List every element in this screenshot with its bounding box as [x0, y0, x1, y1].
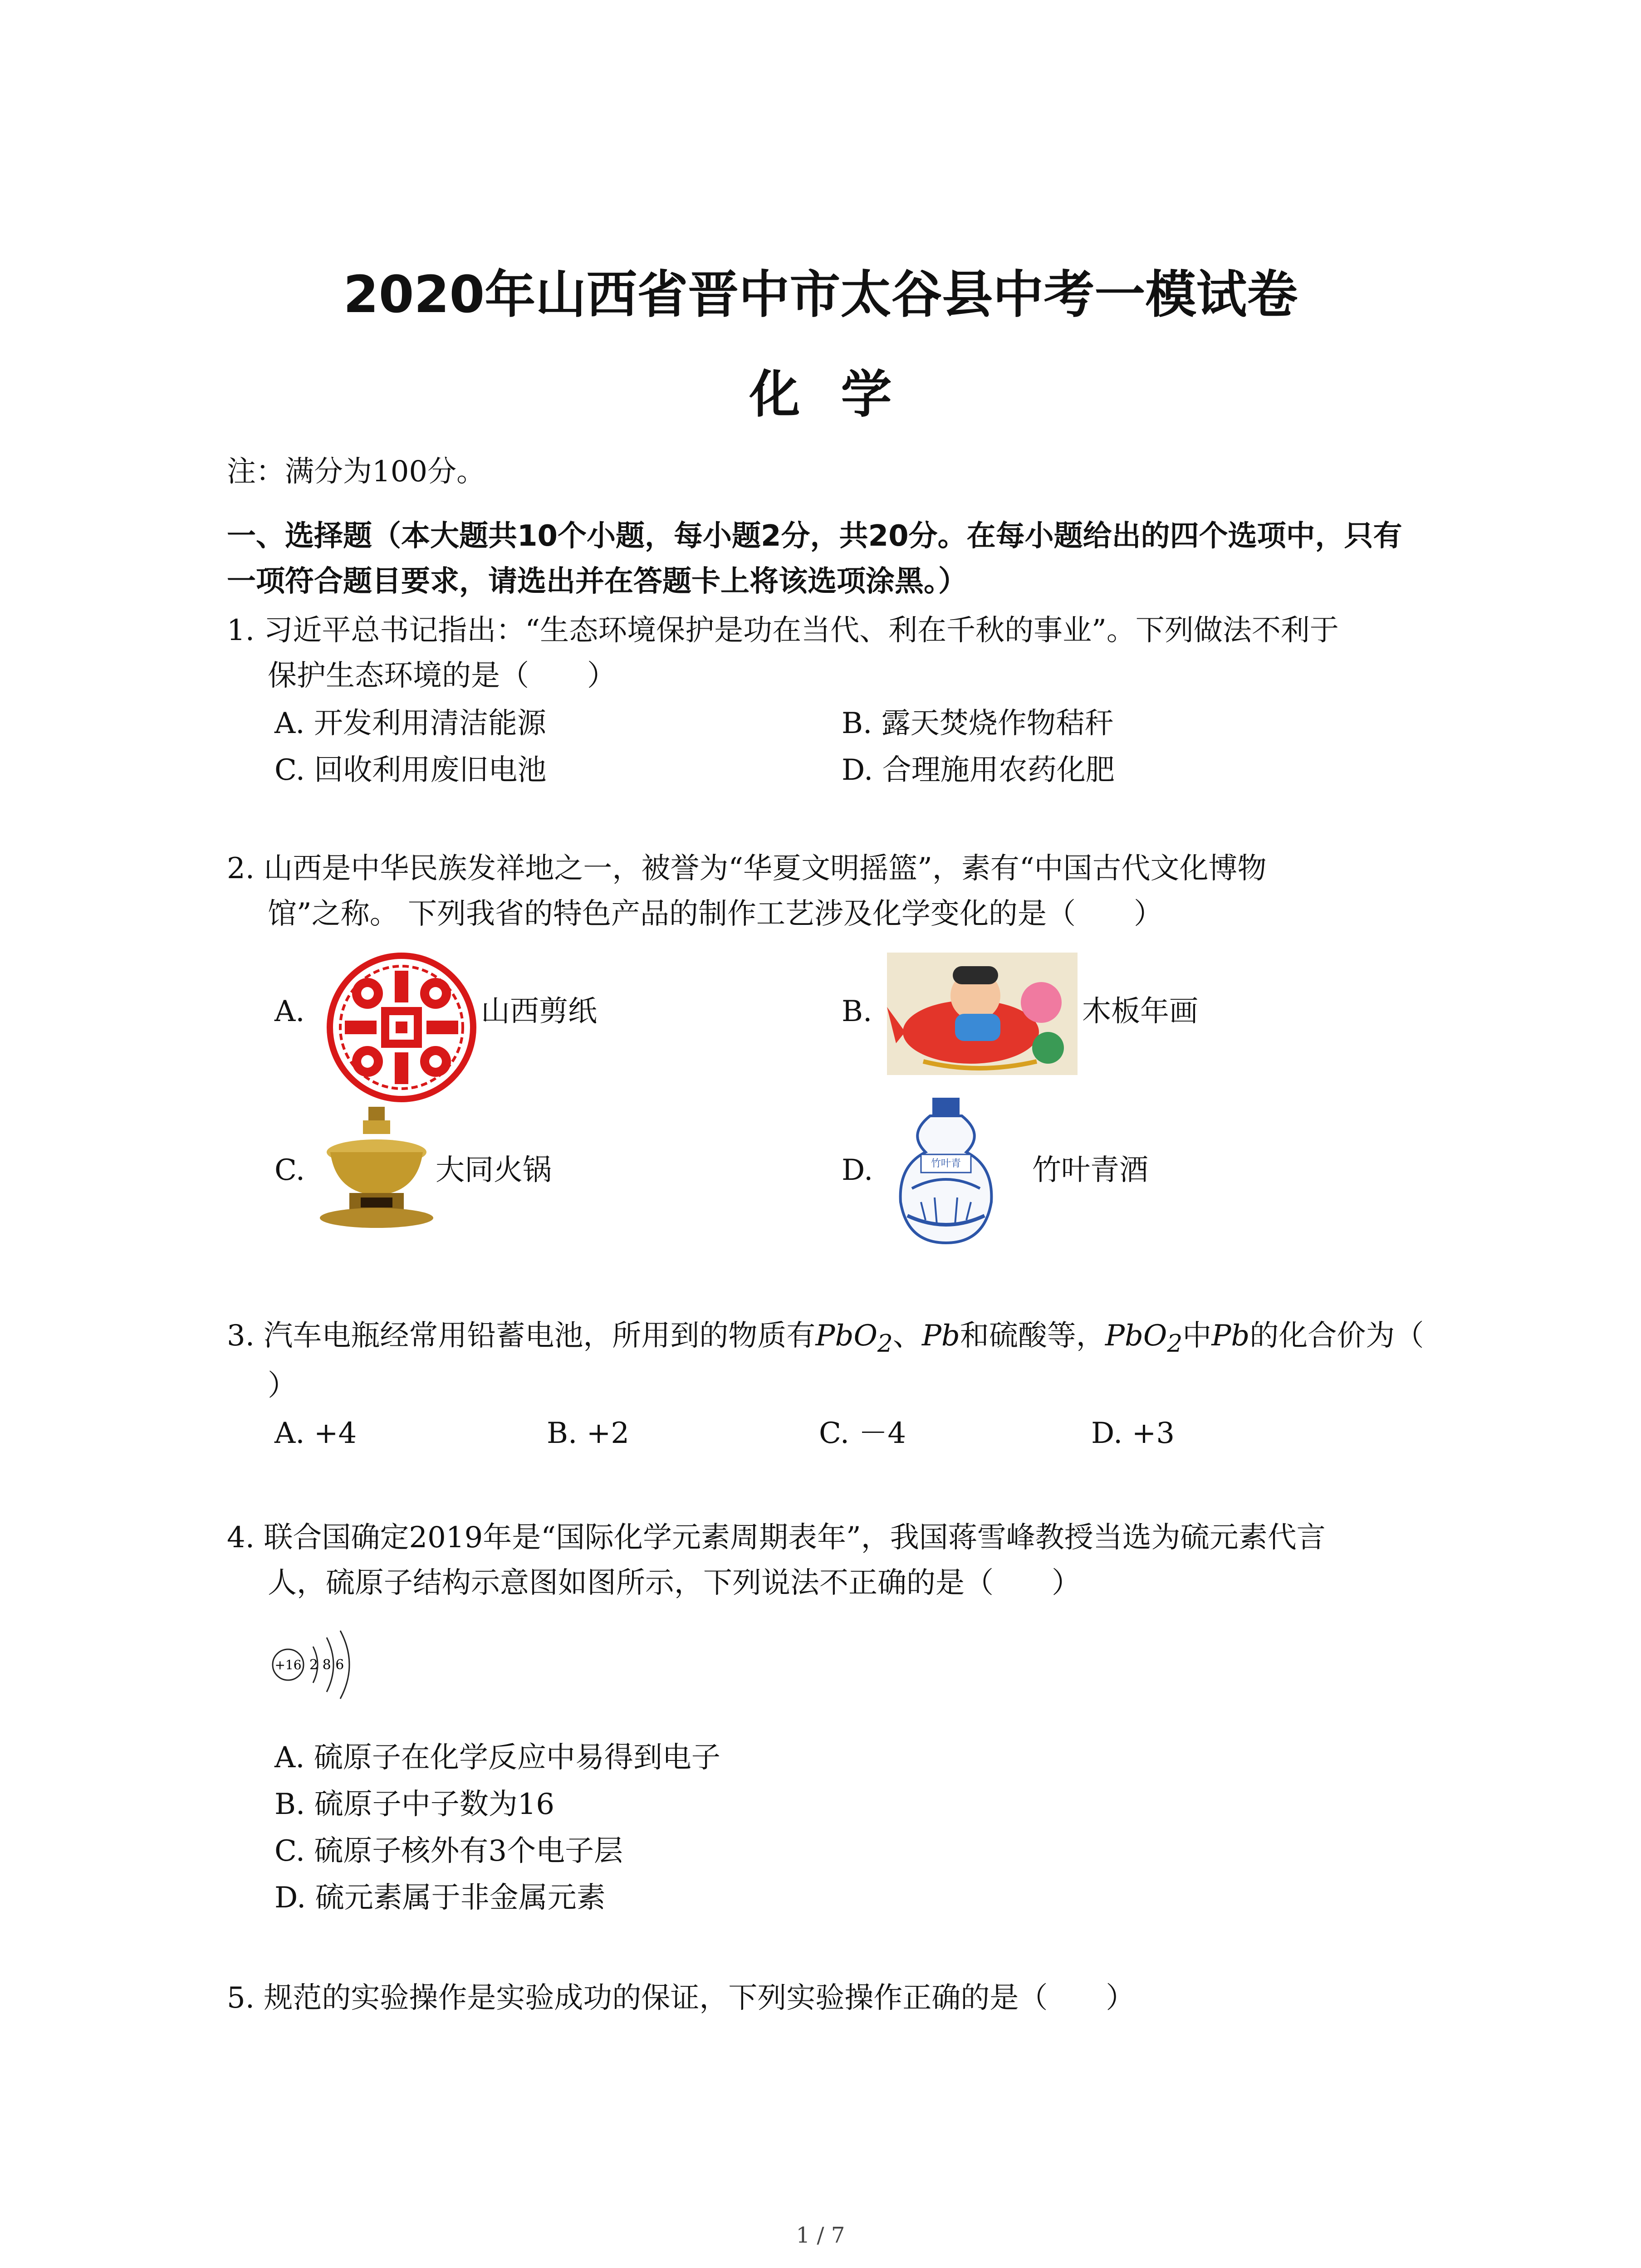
formula-pb-b: Pb	[1211, 1319, 1250, 1353]
q3-stem-line2: ）	[268, 1369, 297, 1403]
q1-option-d[interactable]: D. 合理施用农药化肥	[842, 753, 1115, 787]
subject-title: 化学	[749, 365, 933, 424]
q2-option-a-letter[interactable]: A.	[274, 995, 305, 1028]
q3-option-c[interactable]: C. －4	[819, 1417, 906, 1450]
q2-option-d-label: 竹叶青酒	[1032, 1154, 1148, 1187]
hot-pot-image	[318, 1102, 436, 1234]
q1-option-b[interactable]: B. 露天焚烧作物秸秆	[842, 707, 1114, 740]
q3-stem-line1: 3. 汽车电瓶经常用铅蓄电池，所用到的物质有PbO$_2$、Pb和硫酸等，PbO$_2$中Pb的化合价为（	[227, 1319, 1424, 1358]
q4-option-c[interactable]: C. 硫原子核外有3个电子层	[274, 1834, 623, 1868]
q2-stem-line2: 馆”之称。 下列我省的特色产品的制作工艺涉及化学变化的是（ ）	[268, 897, 1163, 931]
q5-stem-line1: 5. 规范的实验操作是实验成功的保证，下列实验操作正确的是（ ）	[227, 1981, 1135, 2015]
q3-option-b[interactable]: B. +2	[547, 1417, 630, 1450]
q2-option-c-label: 大同火锅	[436, 1154, 552, 1187]
q1-option-a[interactable]: A. 开发利用清洁能源	[274, 707, 546, 740]
q1-option-c[interactable]: C. 回收利用废旧电池	[274, 753, 547, 787]
q4-option-d[interactable]: D. 硫元素属于非金属元素	[274, 1881, 606, 1915]
exam-title: 2020年山西省晋中市太谷县中考一模试卷	[343, 265, 1298, 324]
liquor-bottle-image	[894, 1098, 998, 1247]
electron-shells: 2 8 6	[309, 1657, 344, 1673]
q4-stem-line2: 人，硫原子结构示意图如图所示，下列说法不正确的是（ ）	[268, 1566, 1081, 1600]
q2-option-d-letter[interactable]: D.	[842, 1154, 873, 1187]
q3-option-d[interactable]: D. +3	[1091, 1417, 1175, 1450]
q2-option-b-label: 木板年画	[1082, 995, 1198, 1028]
formula-pbo2-a: PbO$_2$	[815, 1319, 893, 1358]
paper-cut-image	[327, 953, 476, 1102]
q2-option-c-letter[interactable]: C.	[274, 1154, 305, 1187]
bottle-label-text: 竹叶青	[931, 1158, 961, 1169]
q4-option-a[interactable]: A. 硫原子在化学反应中易得到电子	[274, 1741, 720, 1774]
formula-pbo2-b: PbO$_2$	[1105, 1319, 1183, 1358]
q1-stem-line1: 1. 习近平总书记指出：“生态环境保护是功在当代、利在千秋的事业”。下列做法不利于	[227, 614, 1339, 647]
q1-stem-line2: 保护生态环境的是（ ）	[268, 659, 616, 693]
page-number: 1 / 7	[796, 2223, 845, 2248]
new-year-painting-image	[887, 953, 1078, 1075]
section-heading-line1: 一、选择题（本大题共10个小题，每小题2分，共20分。在每小题给出的四个选项中，只有	[227, 519, 1402, 553]
nucleus-charge: +16	[274, 1657, 302, 1672]
q2-option-a-label: 山西剪纸	[481, 995, 597, 1028]
q2-option-b-letter[interactable]: B.	[842, 995, 872, 1028]
formula-pb-a: Pb	[921, 1319, 960, 1353]
sulfur-atom-diagram	[268, 1624, 372, 1706]
section-heading-line2: 一项符合题目要求，请选出并在答题卡上将该选项涂黑。）	[227, 565, 967, 598]
q2-stem-line1: 2. 山西是中华民族发祥地之一，被誉为“华夏文明摇篮”，素有“中国古代文化博物	[227, 852, 1267, 885]
q4-stem-line1: 4. 联合国确定2019年是“国际化学元素周期表年”，我国蒋雪峰教授当选为硫元素代言	[227, 1521, 1326, 1554]
q3-option-a[interactable]: A. +4	[274, 1417, 357, 1450]
q4-option-b[interactable]: B. 硫原子中子数为16	[274, 1788, 555, 1821]
score-note: 注：满分为100分。	[227, 455, 486, 489]
